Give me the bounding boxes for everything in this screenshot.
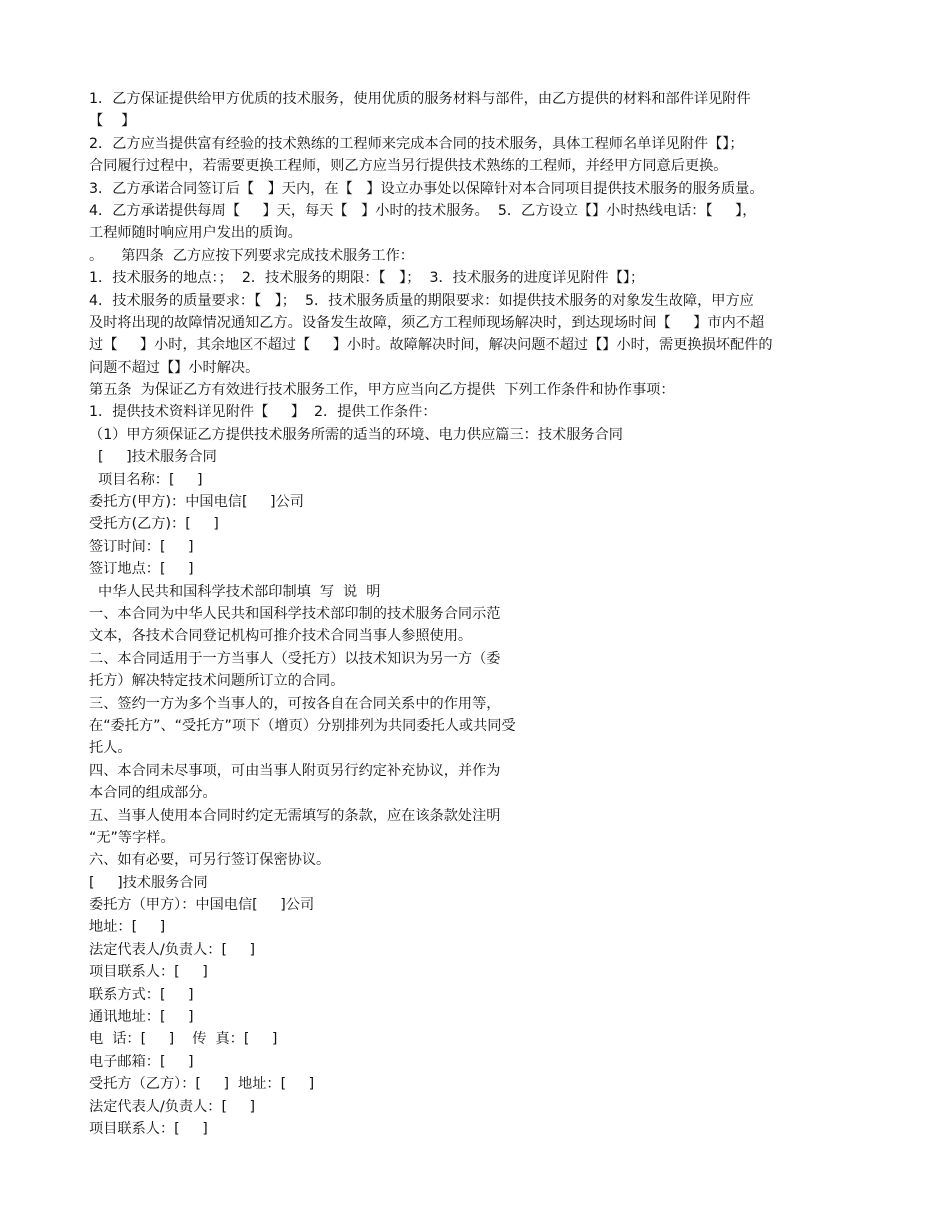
- article-4-item-1-3: 1．技术服务的地点：； 2．技术服务的期限：【 】； 3．技术服务的进度详见附件【】；: [89, 270, 645, 287]
- instruction-6: 六、如有必要，可另行签订保密协议。: [89, 852, 331, 869]
- contractor-legal-rep: 法定代表人/负责人：[ ]: [89, 1098, 256, 1115]
- contractor-project-contact: 项目联系人：[ ]: [89, 1120, 208, 1137]
- clause-2-line-2: 合同履行过程中，若需要更换工程师，则乙方应当另行提供技术熟练的工程师，并经甲方同意后更换。: [89, 158, 728, 175]
- client-mailing-address: 通讯地址：[ ]: [89, 1009, 194, 1026]
- instruction-3-line-1: 三、签约一方为多个当事人的，可按各自在合同关系中的作用等，: [89, 695, 501, 712]
- contractor-party-address: 受托方（乙方）：[ ] 地址：[ ]: [89, 1076, 315, 1093]
- instruction-4-line-1: 四、本合同未尽事项，可由当事人附页另行约定补充协议，并作为: [89, 762, 501, 779]
- article-4-item-4-5-line-2: 及时将出现的故障情况通知乙方。设备发生故障，须乙方工程师现场解决时，到达现场时间【 】市内不超: [89, 314, 765, 331]
- instruction-4-line-2: 本合同的组成部分。: [89, 785, 217, 802]
- client-email: 电子邮箱：[ ]: [89, 1053, 194, 1070]
- signing-time: 签订时间：[ ]: [89, 538, 194, 555]
- clause-1-line-2: 【 】: [89, 113, 136, 130]
- instruction-3-line-3: 托人。: [89, 740, 132, 757]
- project-name: 项目名称：[ ]: [89, 471, 203, 488]
- client-contact-method: 联系方式：[ ]: [89, 986, 194, 1003]
- client-legal-rep: 法定代表人/负责人：[ ]: [89, 941, 256, 958]
- clause-4-line-2: 工程师随时响应用户发出的质询。: [89, 225, 302, 242]
- article-5-heading: 第五条 为保证乙方有效进行技术服务工作，甲方应当向乙方提供 下列工作条件和协作事项：: [89, 382, 675, 399]
- clause-2-line-1: 2．乙方应当提供富有经验的技术熟练的工程师来完成本合同的技术服务，具体工程师名单详见附件【】；: [89, 135, 744, 152]
- clause-4-line-1: 4．乙方承诺提供每周【 】天，每天【 】小时的技术服务。 5．乙方设立【】小时热线电话：【 】，: [89, 202, 757, 219]
- clause-1-line-1: 1．乙方保证提供给甲方优质的技术服务，使用优质的服务材料与部件，由乙方提供的材料和部件详见附件: [89, 91, 751, 107]
- article-4-heading: 。 第四条 乙方应按下列要求完成技术服务工作：: [89, 247, 414, 264]
- instructions-heading: 中华人民共和国科学技术部印制填 写 说 明: [89, 583, 381, 600]
- client-project-contact: 项目联系人：[ ]: [89, 964, 208, 981]
- client-party: 委托方(甲方)：中国电信[ ]公司: [89, 494, 304, 511]
- article-4-item-4-5-line-3: 过【 】小时，其余地区不超过【 】小时。故障解决时间，解决问题不超过【】小时，需更换损坏配件的: [89, 337, 773, 354]
- contractor-party: 受托方(乙方)：[ ]: [89, 516, 219, 533]
- signing-place: 签订地点：[ ]: [89, 561, 194, 578]
- instruction-1-line-2: 文本，各技术合同登记机构可推介技术合同当事人参照使用。: [89, 628, 473, 645]
- article-4-item-4-5-line-4: 问题不超过【】小时解决。: [89, 359, 260, 376]
- document-page: [89, 88, 869, 1140]
- instruction-2-line-1: 二、本合同适用于一方当事人（受托方）以技术知识为另一方（委: [89, 650, 501, 667]
- instruction-2-line-2: 托方）解决特定技术问题所订立的合同。: [89, 673, 345, 690]
- clause-3-line: 3．乙方承诺合同签订后【 】天内，在【 】设立办事处以保障针对本合同项目提供技术服务的服务质量。: [89, 180, 764, 197]
- contract-title: [ ]技术服务合同: [89, 449, 217, 466]
- article-4-item-4-5-line-1: 4．技术服务的质量要求：【 】； 5．技术服务质量的期限要求：如提供技术服务的对象发生故障，甲方应: [89, 292, 754, 309]
- instruction-1-line-1: 一、本合同为中华人民共和国科学技术部印制的技术服务合同示范: [89, 605, 501, 622]
- client-address: 地址：[ ]: [89, 919, 166, 936]
- instruction-3-line-2: 在“委托方”、“受托方”项下（增页）分别排列为共同委托人或共同受: [89, 717, 516, 734]
- client-party-2: 委托方（甲方）：中国电信[ ]公司: [89, 897, 315, 914]
- client-phone-fax: 电 话：[ ] 传 真：[ ]: [89, 1031, 278, 1048]
- article-5-items: 1．提供技术资料详见附件【 】 2．提供工作条件：: [89, 404, 437, 421]
- contract-title-2: [ ]技术服务合同: [89, 874, 208, 891]
- instruction-5-line-1: 五、当事人使用本合同时约定无需填写的条款，应在该条款处注明: [89, 807, 501, 824]
- article-5-condition-1: （1）甲方须保证乙方提供技术服务所需的适当的环境、电力供应篇三：技术服务合同: [89, 426, 623, 443]
- instruction-5-line-2: “无”等字样。: [89, 829, 175, 846]
